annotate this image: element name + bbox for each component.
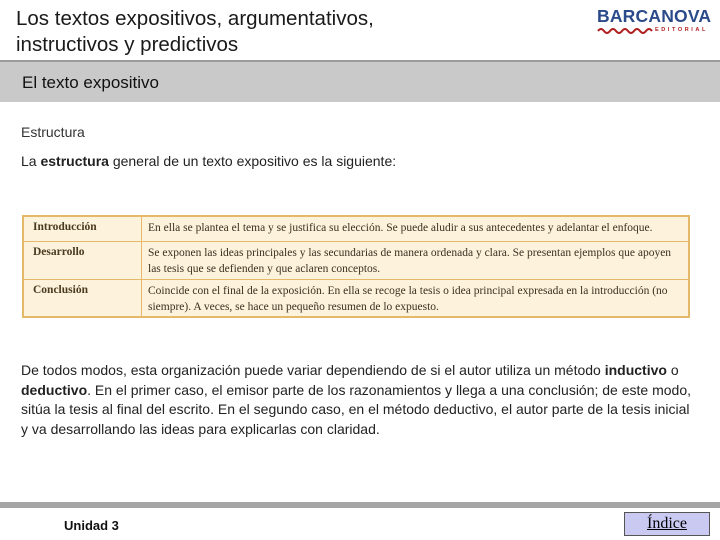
page-title-line-2: instructivos y predictivos: [16, 33, 239, 56]
footer-divider: [0, 502, 720, 508]
intro-text-end: general de un texto expositivo es la siguiente:: [108, 153, 397, 169]
logo-wave-icon: [597, 26, 653, 36]
table-row-description: En ella se plantea el tema y se justifica su elección. Se puede aludir a sus antecedentes y adelantar el enfoque.: [148, 222, 653, 234]
table-row: [24, 217, 688, 242]
subheading: Estructura: [21, 124, 85, 140]
logo-name: [597, 6, 711, 26]
intro-text: [21, 153, 396, 169]
logo-subtitle: EDITORIAL: [655, 27, 708, 33]
body-text-part-2: o: [666, 362, 679, 378]
table-row-description: Se exponen las ideas principales y las secundarias de manera ordenada y clara. Se presentan ejemplos que apoyen las tesis que se defienden y que aclaren conceptos.: [148, 247, 672, 275]
page-title: [16, 6, 536, 58]
body-text-part-1: De todos modos, esta organización puede variar dependiendo de si el autor utiliza un método: [21, 362, 605, 378]
section-title: El texto expositivo: [22, 73, 160, 92]
body-text-part-3: . En el primer caso, el emisor parte de los razonamientos y llega a una conclusión; de este modo, sitúa la tesis al final del escrito. En el segundo caso, en el método deductivo, el autor parte de la tesis inicial y va desarrollando las ideas para explicarlas con claridad.: [21, 381, 691, 437]
table-row: [24, 280, 688, 316]
structure-table: [22, 215, 690, 318]
table-row-description: Coincide con el final de la exposición. En ella se recoge la tesis o idea principal expresada en la introducción (no siempre). A veces, se hace un pequeño resumen de lo expuesto.: [148, 285, 668, 313]
page-title-line-1: Los textos expositivos, argumentativos,: [16, 7, 374, 30]
logo-name-part-2: VA: [687, 6, 712, 26]
index-button[interactable]: Índice: [624, 512, 710, 536]
body-bold-inductive: inductivo: [604, 362, 667, 378]
table-row: [24, 242, 688, 280]
intro-text-start: La: [21, 153, 41, 169]
body-bold-deductive: deductivo: [21, 381, 88, 398]
table-row-label: Conclusión: [24, 280, 142, 316]
table-row-label: Desarrollo: [24, 242, 142, 279]
intro-bold-term: estructura: [40, 153, 109, 169]
section-header-bar: [0, 60, 720, 102]
table-row-label: Introducción: [24, 217, 142, 241]
unit-label: Unidad 3: [64, 518, 119, 533]
barcanova-logo: [597, 6, 711, 38]
body-paragraph: [21, 361, 693, 439]
logo-o-mark: O: [674, 6, 688, 26]
logo-name-part-1: BARCAN: [597, 6, 675, 26]
